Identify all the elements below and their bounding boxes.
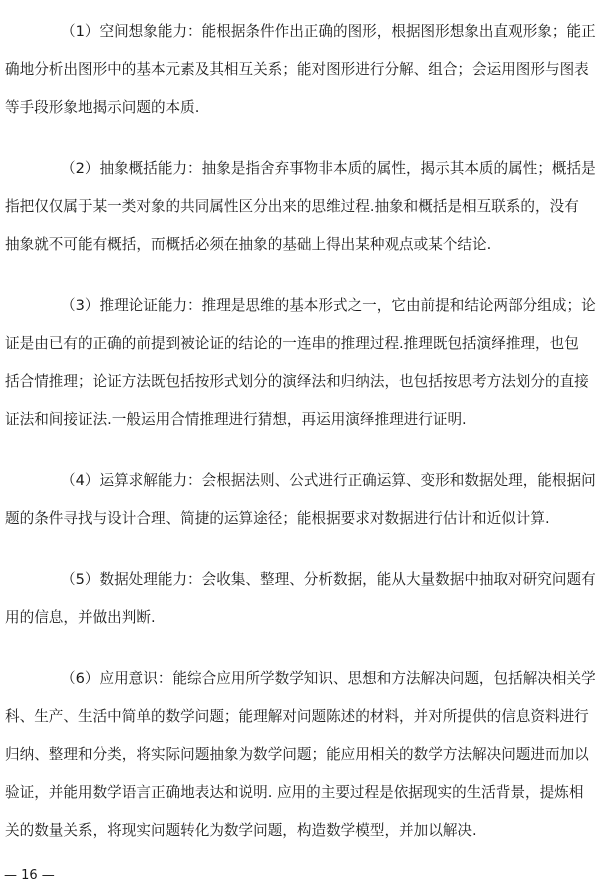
paragraph-line: （2）抽象概括能力：抽象是指舍弃事物非本质的属性，揭示其本质的属性；概括是 — [61, 160, 596, 177]
paragraph-line: （4）运算求解能力：会根据法则、公式进行正确运算、变形和数据处理，能根据问 — [61, 472, 596, 489]
document-body — [5, 13, 599, 873]
paragraph-line: 科、生产、生活中简单的数学问题；能理解对问题陈述的材料，并对所提供的信息资料进行 — [5, 708, 589, 725]
paragraph-line: 归纳、整理和分类，将实际问题抽象为数学问题；能应用相关的数学方法解决问题进而加以 — [5, 746, 589, 763]
paragraph-line: （3）推理论证能力：推理是思维的基本形式之一，它由前提和结论两部分组成；论 — [61, 297, 596, 314]
paragraph-line: 关的数量关系，将现实问题转化为数学问题，构造数学模型，并加以解决. — [5, 822, 477, 839]
paragraph-line: 证法和间接证法.一般运用合情推理进行猜想，再运用演绎推理进行证明. — [5, 411, 467, 428]
paragraph-line: 括合情推理；论证方法既包括按形式划分的演绎法和归纳法，也包括按思考方法划分的直接 — [5, 373, 589, 390]
paragraph-line: 证是由已有的正确的前提到被论证的结论的一连串的推理过程.推理既包括演绎推理，也包 — [5, 335, 579, 352]
paragraph-line: 等手段形象地揭示问题的本质. — [5, 99, 200, 116]
paragraph-line: 确地分析出图形中的基本元素及其相互关系；能对图形进行分解、组合；会运用图形与图表 — [5, 61, 589, 78]
paragraph-application — [5, 660, 599, 850]
paragraph-reasoning — [5, 287, 599, 439]
paragraph-line: （5）数据处理能力：会收集、整理、分析数据，能从大量数据中抽取对研究问题有 — [61, 571, 596, 588]
paragraph-line: 用的信息，并做出判断. — [5, 609, 156, 626]
paragraph-line: （1）空间想象能力：能根据条件作出正确的图形，根据图形想象出直观形象；能正 — [61, 23, 596, 40]
paragraph-line: 抽象就不可能有概括，而概括必须在抽象的基础上得出某种观点或某个结论. — [5, 236, 492, 253]
paragraph-abstraction — [5, 150, 599, 264]
page-number: — 16 — — [4, 868, 55, 883]
paragraph-data-processing — [5, 561, 599, 637]
paragraph-computation — [5, 462, 599, 538]
paragraph-spatial-imagination — [5, 13, 599, 127]
paragraph-line: 题的条件寻找与设计合理、简捷的运算途径；能根据要求对数据进行估计和近似计算. — [5, 510, 550, 527]
paragraph-line: 指把仅仅属于某一类对象的共同属性区分出来的思维过程.抽象和概括是相互联系的，没有 — [5, 198, 579, 215]
paragraph-line: 验证，并能用数学语言正确地表达和说明. 应用的主要过程是依据现实的生活背景，提炼相 — [5, 784, 584, 801]
paragraph-line: （6）应用意识：能综合应用所学数学知识、思想和方法解决问题，包括解决相关学 — [61, 670, 596, 687]
